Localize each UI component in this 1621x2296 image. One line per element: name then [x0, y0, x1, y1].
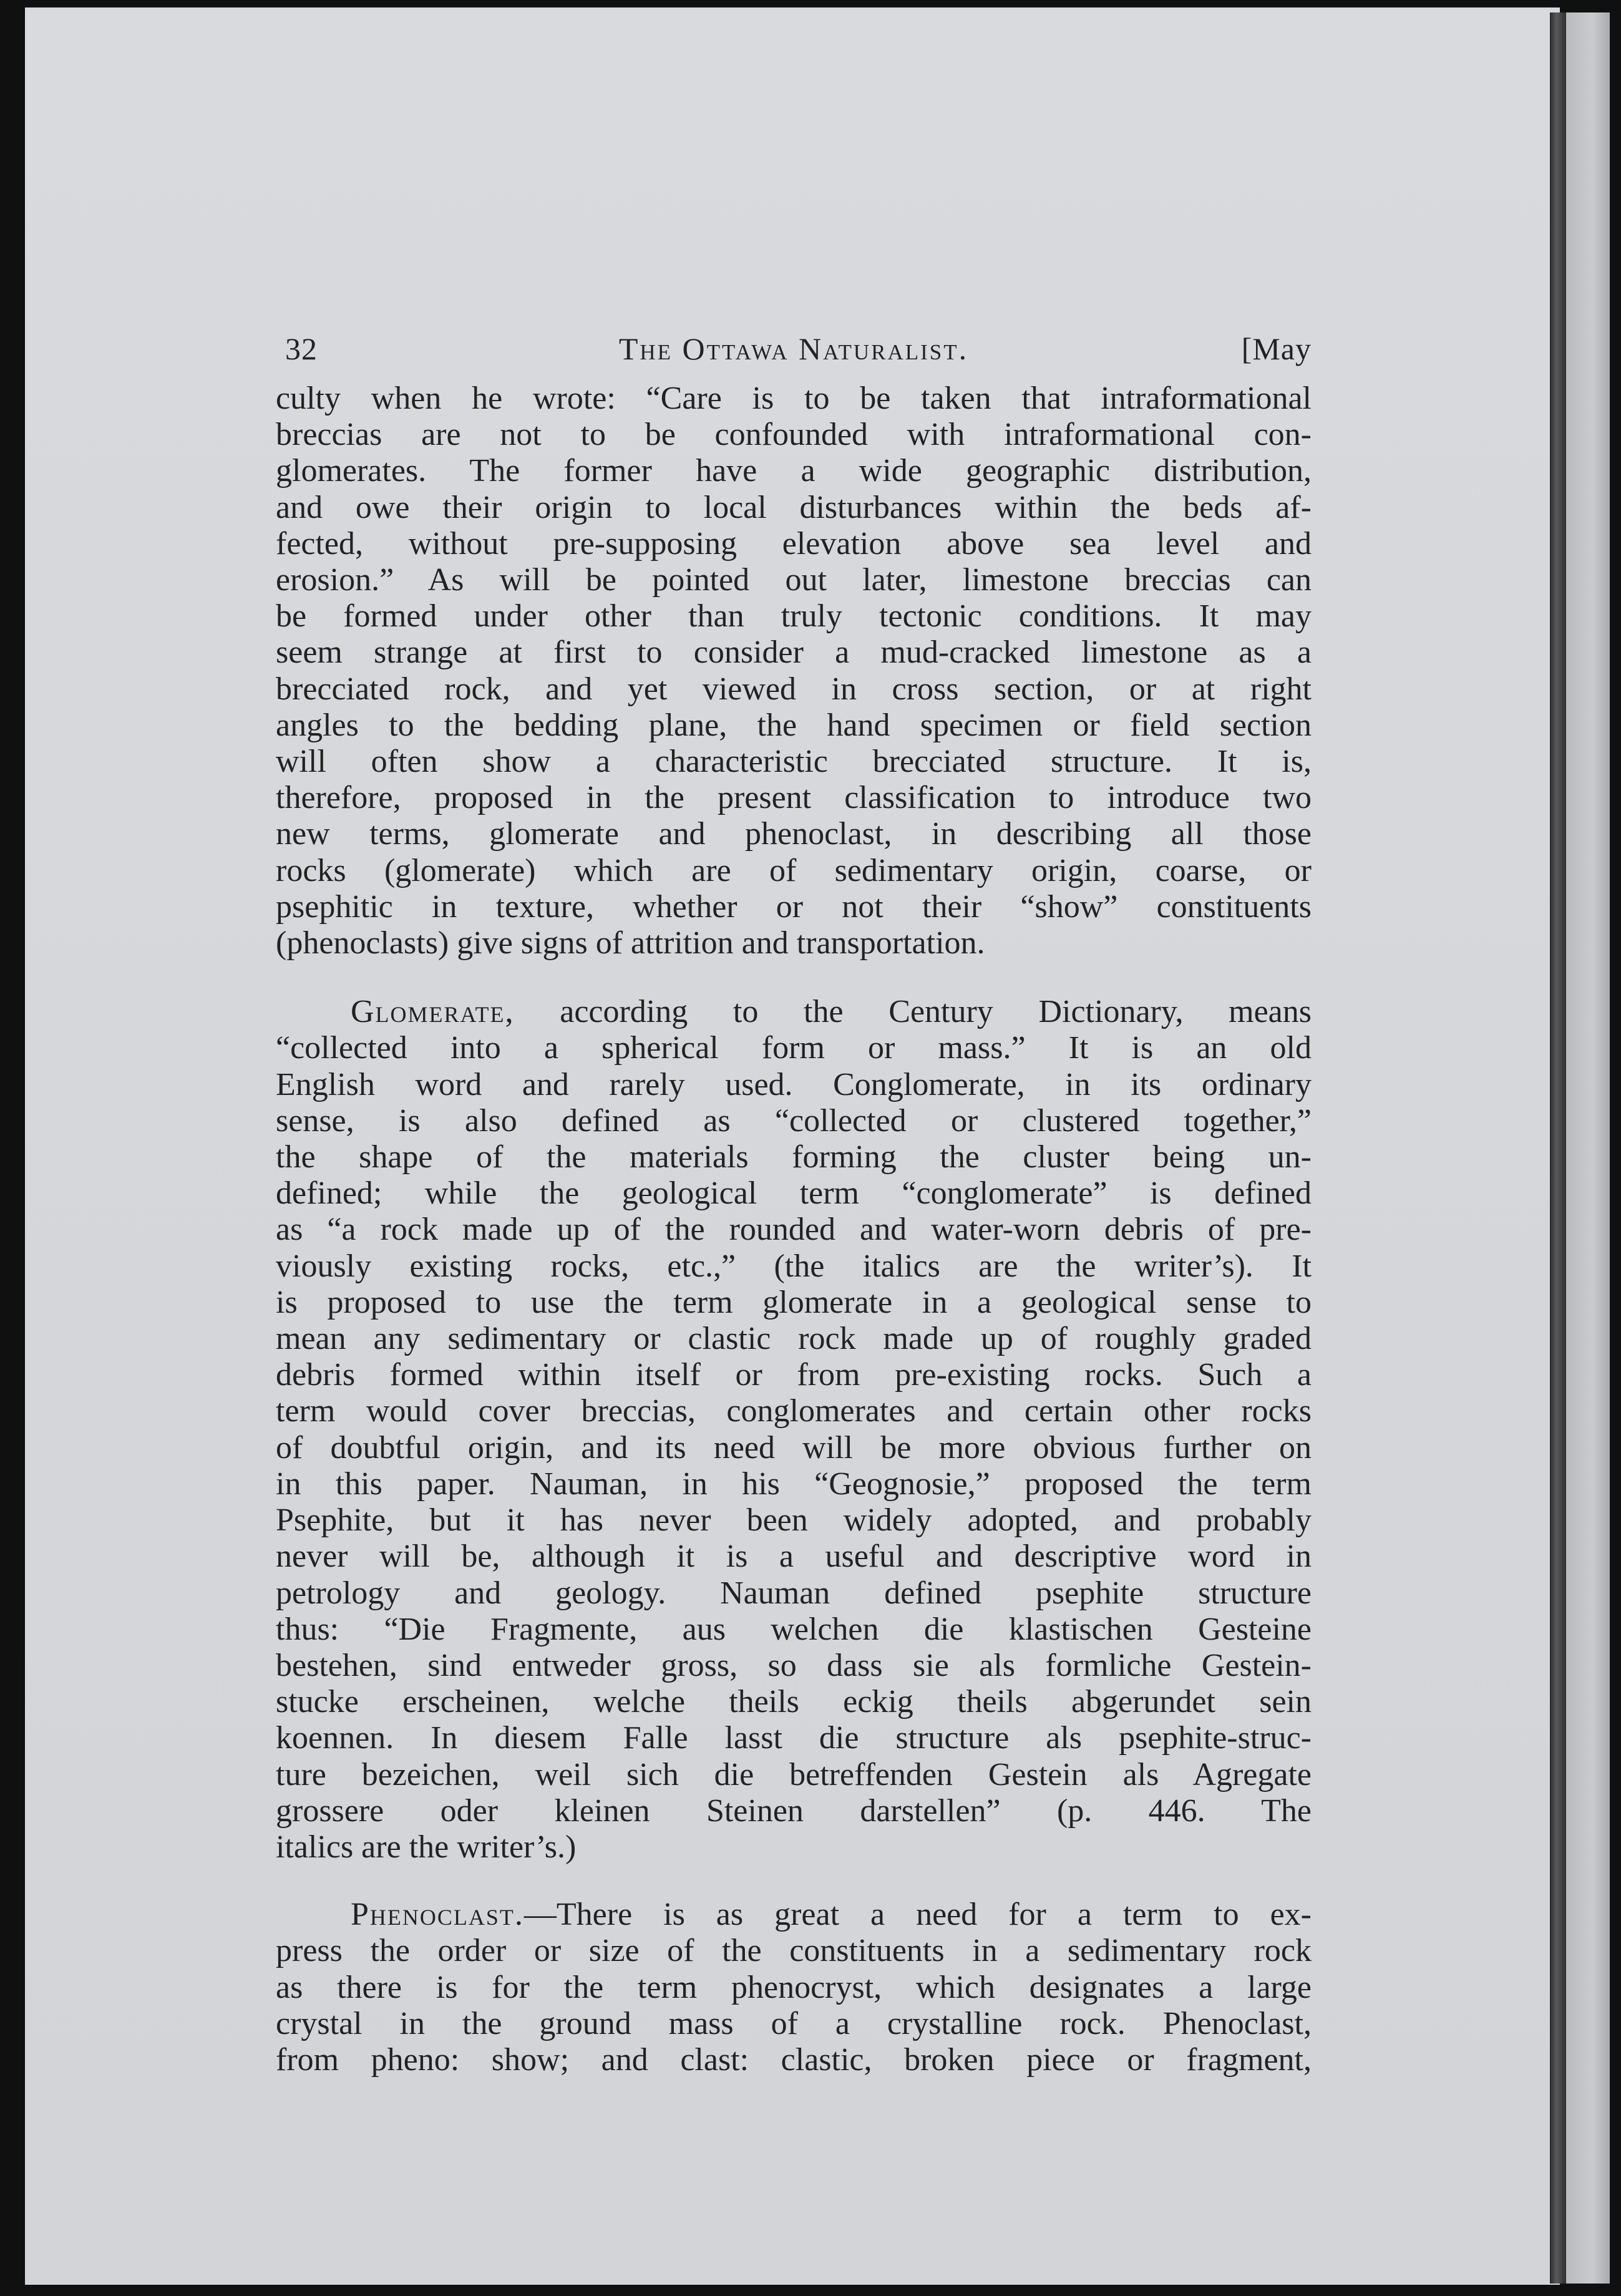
text-line: seem strange at first to consider a mud-cracked limestone as a	[276, 635, 1312, 671]
text-segment: —There is as great a need for a term to ex-	[523, 1897, 1312, 1933]
text-line: new terms, glomerate and phenoclast, in describing all those	[276, 816, 1312, 852]
text-line: as there is for the term phenocryst, which designates a large	[276, 1969, 1312, 2005]
page-binding-edge	[1550, 12, 1566, 2284]
text-line: as “a rock made up of the rounded and water-worn debris of pre-	[276, 1212, 1312, 1248]
next-page-strip	[1566, 12, 1610, 2284]
text-line: and owe their origin to local disturbances within the beds af-	[276, 489, 1312, 525]
text-line: angles to the bedding plane, the hand specimen or field section	[276, 707, 1312, 743]
text-line: term would cover breccias, conglomerates and certain other rocks	[276, 1393, 1312, 1429]
paragraph-glomerate	[276, 994, 1312, 1865]
text-line: italics are the writer’s.)	[276, 1829, 577, 1865]
text-line: rocks (glomerate) which are of sedimentary origin, coarse, or	[276, 852, 1312, 888]
text-line: mean any sedimentary or clastic rock made up of roughly graded	[276, 1321, 1312, 1357]
paragraph-phenoclast	[276, 1897, 1312, 2078]
text-line: fected, without pre-supposing elevation above sea level and	[276, 525, 1312, 562]
text-line: (phenoclasts) give signs of attrition and transportation.	[276, 925, 985, 961]
phenoclast-heading: Phenoclast.	[351, 1897, 524, 1933]
issue-month: [May	[1241, 331, 1312, 366]
text-line: be formed under other than truly tectonic conditions. It may	[276, 598, 1312, 635]
text-line: bestehen, sind entweder gross, so dass sie als formliche Gestein-	[276, 1647, 1312, 1683]
paragraph-gap	[276, 961, 1312, 994]
journal-title: The Ottawa Naturalist.	[618, 331, 969, 366]
text-line: glomerates. The former have a wide geographic distribution,	[276, 453, 1312, 489]
glomerate-heading: Glomerate,	[351, 994, 515, 1030]
page-number: 32	[285, 331, 318, 366]
text-block	[276, 331, 1312, 2078]
running-header	[276, 331, 1312, 381]
text-line: erosion.” As will be pointed out later, limestone breccias can	[276, 562, 1312, 598]
text-line: Psephite, but it has never been widely adopted, and probably	[276, 1502, 1312, 1539]
paragraph-intraformational	[276, 381, 1312, 961]
text-line: the shape of the materials forming the cluster being un-	[276, 1139, 1312, 1175]
text-line: never will be, although it is a useful and descriptive word in	[276, 1539, 1312, 1575]
text-segment: according to the Century Dictionary, means	[560, 994, 1312, 1030]
text-line	[276, 1897, 1312, 1933]
text-line	[276, 994, 1312, 1030]
text-line: is proposed to use the term glomerate in a geological sense to	[276, 1284, 1312, 1320]
text-line: thus: “Die Fragmente, aus welchen die klastischen Gesteine	[276, 1611, 1312, 1647]
text-line: therefore, proposed in the present classification to introduce two	[276, 780, 1312, 816]
paragraph-gap	[276, 1865, 1312, 1897]
text-line: stucke erscheinen, welche theils eckig theils abgerundet sein	[276, 1684, 1312, 1720]
text-line: ture bezeichen, weil sich die betreffenden Gestein als Agregate	[276, 1756, 1312, 1793]
text-line: press the order or size of the constituents in a sedimentary rock	[276, 1933, 1312, 1969]
text-line: grossere oder kleinen Steinen darstellen” (p. 446. The	[276, 1793, 1312, 1829]
text-line: of doubtful origin, and its need will be more obvious further on	[276, 1429, 1312, 1466]
text-line: breccias are not to be confounded with intraformational con-	[276, 417, 1312, 453]
text-line: “collected into a spherical form or mass.” It is an old	[276, 1030, 1312, 1066]
text-line: in this paper. Nauman, in his “Geognosie,” proposed the term	[276, 1466, 1312, 1502]
text-line: crystal in the ground mass of a crystalline rock. Phenoclast,	[276, 2005, 1312, 2041]
text-line: sense, is also defined as “collected or clustered together,”	[276, 1102, 1312, 1139]
text-line: koennen. In diesem Falle lasst die structure als psephite-struc-	[276, 1720, 1312, 1756]
text-line: defined; while the geological term “conglomerate” is defined	[276, 1175, 1312, 1212]
text-line: culty when he wrote: “Care is to be taken that intraformational	[276, 381, 1312, 416]
text-line: will often show a characteristic brecciated structure. It is,	[276, 744, 1312, 780]
text-line: brecciated rock, and yet viewed in cross section, or at right	[276, 671, 1312, 707]
text-line: English word and rarely used. Conglomerate, in its ordinary	[276, 1066, 1312, 1102]
text-line: petrology and geology. Nauman defined psephite structure	[276, 1575, 1312, 1611]
text-line: from pheno: show; and clast: clastic, broken piece or fragment,	[276, 2041, 1312, 2078]
text-line: psephitic in texture, whether or not their “show” constituents	[276, 888, 1312, 925]
text-line: viously existing rocks, etc.,” (the italics are the writer’s). It	[276, 1248, 1312, 1284]
text-line: debris formed within itself or from pre-existing rocks. Such a	[276, 1357, 1312, 1393]
